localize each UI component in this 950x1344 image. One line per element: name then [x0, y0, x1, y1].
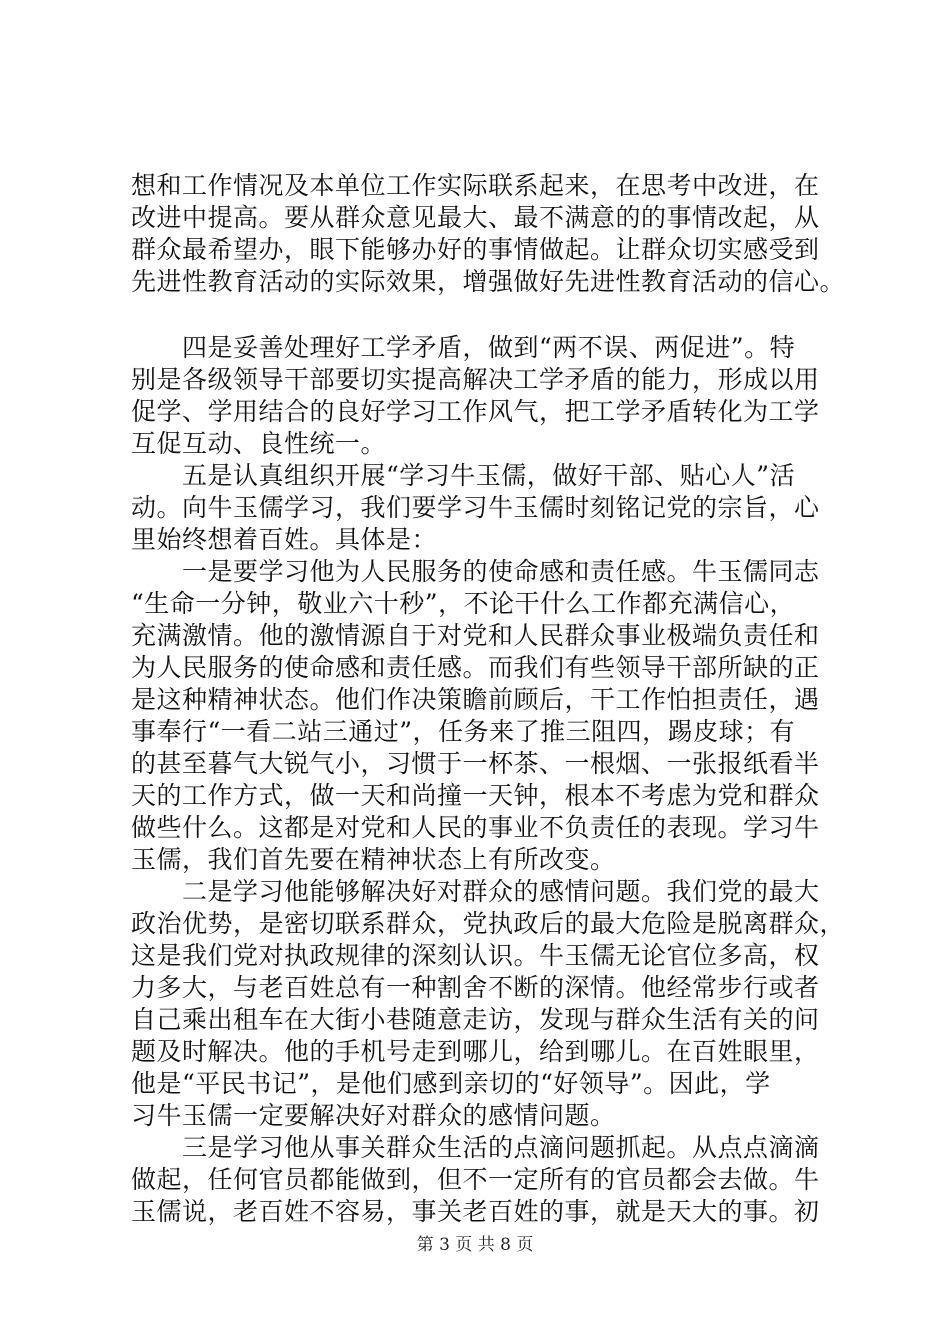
text-line: 做些什么。这都是对党和人民的事业不负责任的表现。学习牛 — [131, 813, 820, 842]
text-line: 天的工作方式，做一天和尚撞一天钟，根本不考虑为党和群众 — [131, 781, 820, 810]
text-line: 的甚至暮气大锐气小，习惯于一杯茶、一根烟、一张报纸看半 — [131, 749, 820, 778]
text-line: 群众最希望办，眼下能够办好的事情做起。让群众切实感受到 — [131, 235, 820, 264]
text-line: 充满激情。他的激情源自于对党和人民群众事业极端负责任和 — [131, 621, 820, 650]
page-number-footer: 第 3 页 共 8 页 — [416, 1235, 534, 1255]
text-line: 事奉行“一看二站三通过”，任务来了推三阻四，踢皮球；有 — [131, 717, 796, 746]
text-line: 玉儒说，老百姓不容易，事关老百姓的事，就是天大的事。初 — [131, 1197, 820, 1226]
text-line: 动。向牛玉儒学习，我们要学习牛玉儒时刻铭记党的宗旨，心 — [131, 493, 820, 522]
text-line: 别是各级领导干部要切实提高解决工学矛盾的能力，形成以用 — [131, 365, 820, 394]
text-line: 为人民服务的使命感和责任感。而我们有些领导干部所缺的正 — [131, 653, 820, 682]
text-line: 是这种精神状态。他们作决策瞻前顾后，干工作怕担责任，遇 — [131, 685, 820, 714]
text-line: 他是“平民书记”，是他们感到亲切的“好领导”。因此，学 — [131, 1069, 771, 1098]
text-line: 里始终想着百姓。具体是： — [131, 525, 438, 554]
text-line: 先进性教育活动的实际效果，增强做好先进性教育活动的信心。 — [131, 267, 846, 296]
text-line: 促学、学用结合的良好学习工作风气，把工学矛盾转化为工学 — [131, 397, 820, 426]
document-body — [131, 170, 851, 1228]
text-line: 这是我们党对执政规律的深刻认识。牛玉儒无论官位多高，权 — [131, 941, 820, 970]
text-line: “生命一分钟，敬业六十秒”，不论干什么工作都充满信心， — [131, 589, 796, 618]
text-line: 一是要学习他为人民服务的使命感和责任感。牛玉儒同志 — [131, 557, 820, 586]
text-line: 政治优势，是密切联系群众，党执政后的最大危险是脱离群众， — [131, 909, 846, 938]
text-line: 三是学习他从事关群众生活的点滴问题抓起。从点点滴滴 — [131, 1133, 820, 1162]
text-line: 五是认真组织开展“学习牛玉儒，做好干部、贴心人”活 — [131, 461, 796, 490]
text-line: 四是妥善处理好工学矛盾，做到“两不误、两促进”。特 — [131, 333, 796, 362]
text-line: 玉儒，我们首先要在精神状态上有所改变。 — [131, 845, 616, 874]
text-line: 想和工作情况及本单位工作实际联系起来，在思考中改进，在 — [131, 171, 820, 200]
paragraph-gap — [131, 298, 851, 332]
text-line: 题及时解决。他的手机号走到哪儿，给到哪儿。在百姓眼里， — [131, 1037, 820, 1066]
text-line: 自己乘出租车在大街小巷随意走访，发现与群众生活有关的问 — [131, 1005, 820, 1034]
text-line: 改进中提高。要从群众意见最大、最不满意的的事情改起，从 — [131, 203, 820, 232]
text-line: 力多大，与老百姓总有一种割舍不断的深情。他经常步行或者 — [131, 973, 820, 1002]
text-line: 做起，任何官员都能做到，但不一定所有的官员都会去做。牛 — [131, 1165, 820, 1194]
text-line: 习牛玉儒一定要解决好对群众的感情问题。 — [131, 1101, 616, 1130]
text-line: 互促互动、良性统一。 — [131, 429, 387, 458]
text-line: 二是学习他能够解决好对群众的感情问题。我们党的最大 — [131, 877, 820, 906]
